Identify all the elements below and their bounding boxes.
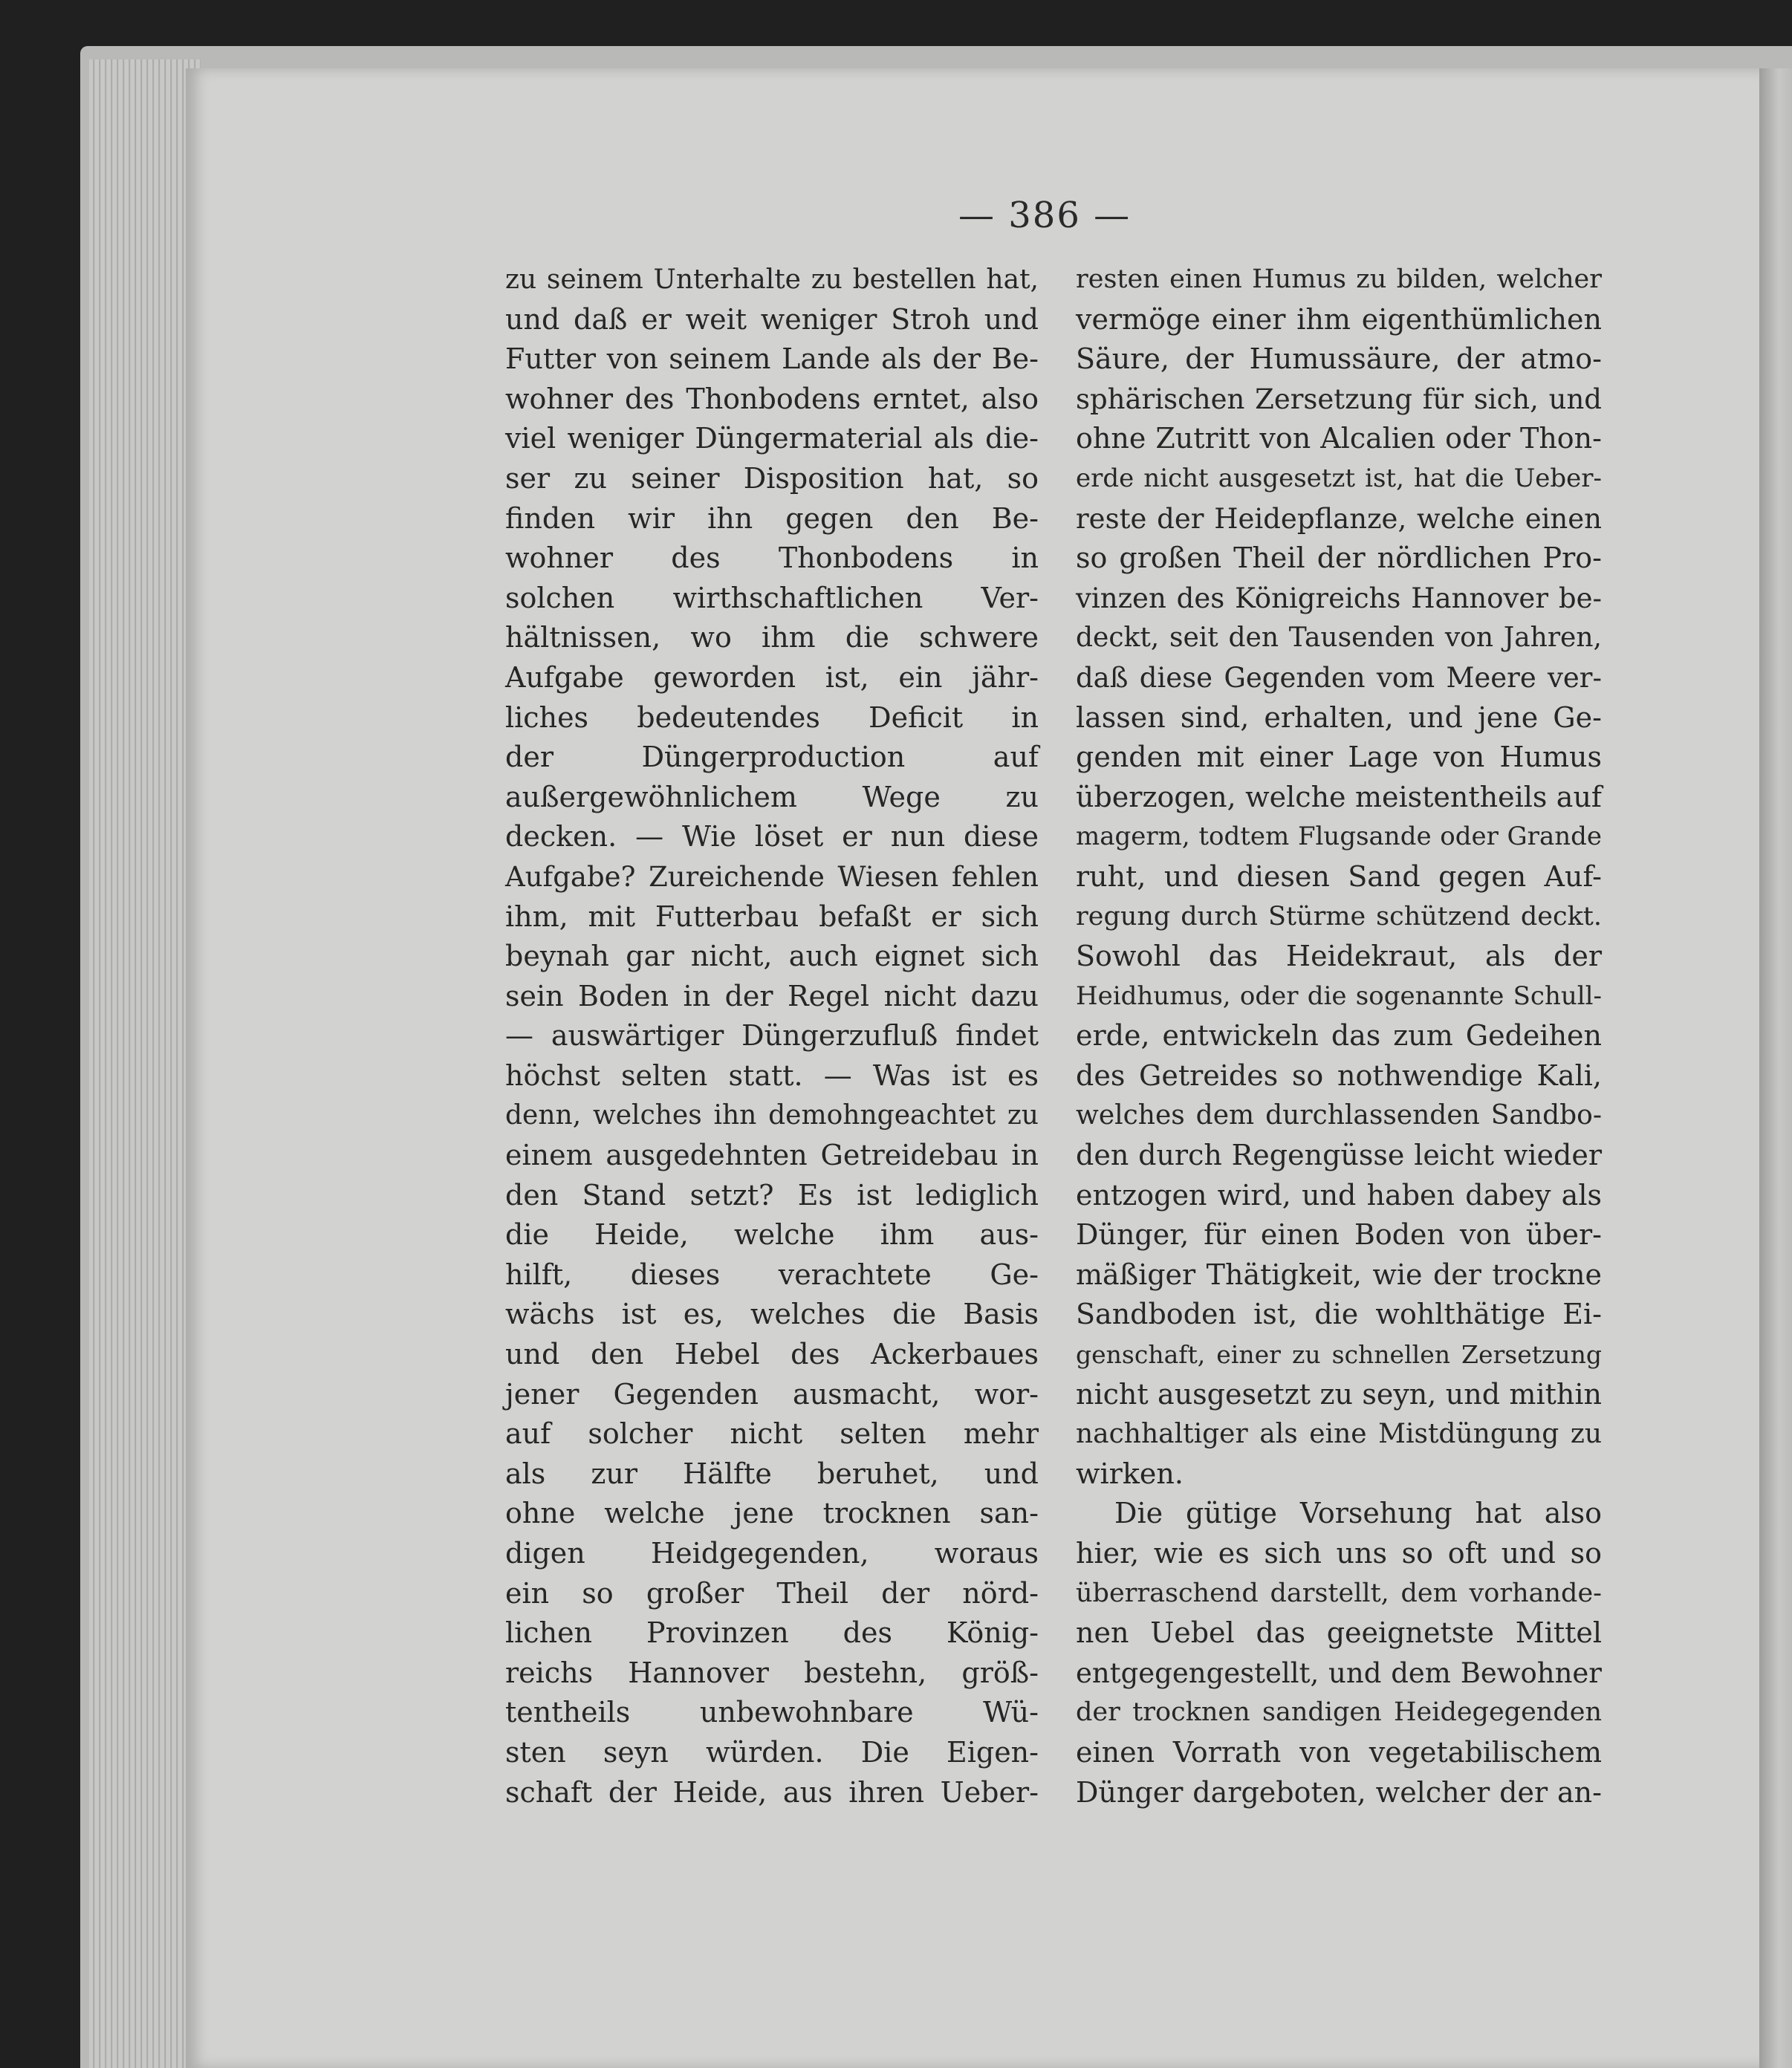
- text-line: vinzen des Königreichs Hannover be-: [1076, 582, 1602, 614]
- text-line: einen Vorrath von vegetabilischem: [1076, 1735, 1602, 1769]
- text-line: und den Hebel des Ackerbaues: [505, 1338, 1039, 1371]
- text-line: welches dem durchlassenden Sandbo-: [1076, 1100, 1602, 1131]
- text-line: lassen sind, erhalten, und jene Ge-: [1076, 700, 1602, 734]
- page-edges: [89, 59, 201, 2068]
- text-line: reste der Heidepflanze, welche einen: [1076, 502, 1602, 535]
- text-line: Heidhumus, oder die sogenannte Schull-: [1076, 981, 1602, 1011]
- text-line: Dünger, für einen Boden von über-: [1076, 1218, 1602, 1252]
- text-line: die Heide, welche ihm aus-: [505, 1218, 1039, 1252]
- text-line: einem ausgedehnten Getreidebau in: [505, 1139, 1039, 1172]
- text-line: überzogen, welche meistentheils auf: [1076, 780, 1602, 813]
- text-line: hier, wie es sich uns so oft und so: [1076, 1537, 1602, 1570]
- text-line: solchen wirthschaftlichen Ver-: [505, 581, 1039, 614]
- text-line: beynah gar nicht, auch eignet sich: [505, 940, 1039, 973]
- text-line: außergewöhnlichem Wege zu: [505, 780, 1039, 813]
- text-line: erde, entwickeln das zum Gedeihen: [1076, 1019, 1602, 1053]
- text-line: nicht ausgesetzt zu seyn, und mithin: [1076, 1377, 1602, 1411]
- text-line: vermöge einer ihm eigenthümlichen: [1076, 302, 1602, 336]
- text-line: Dünger dargeboten, welcher der an-: [1076, 1775, 1602, 1809]
- text-line: hältnissen, wo ihm die schwere: [505, 621, 1039, 654]
- text-line: überraschend darstellt, dem vorhande-: [1076, 1578, 1602, 1608]
- text-line: lichen Provinzen des König-: [505, 1616, 1039, 1650]
- text-line: Futter von seinem Lande als der Be-: [505, 342, 1039, 376]
- text-line: erde nicht ausgesetzt ist, hat die Ueber-: [1076, 463, 1602, 493]
- text-line: mäßiger Thätigkeit, wie der trockne: [1076, 1258, 1602, 1291]
- text-line: nen Uebel das geeignetste Mittel: [1076, 1616, 1602, 1650]
- text-line: zu seinem Unterhalte zu bestellen hat,: [505, 264, 1039, 295]
- text-line: und daß er weit weniger Stroh und: [505, 302, 1039, 336]
- text-line: hilft, dieses verachtete Ge-: [505, 1258, 1039, 1291]
- text-line: ihm, mit Futterbau befaßt er sich: [505, 900, 1039, 933]
- text-line: höchst selten statt. — Was ist es: [505, 1059, 1039, 1092]
- text-line: Sowohl das Heidekraut, als der: [1076, 940, 1602, 973]
- text-line: auf solcher nicht selten mehr: [505, 1417, 1039, 1451]
- paragraph-start-line: Die gütige Vorsehung hat also: [1114, 1497, 1602, 1530]
- text-line: jener Gegenden ausmacht, wor-: [505, 1377, 1039, 1411]
- paragraph-end-line: wirken.: [1076, 1457, 1184, 1490]
- text-line: daß diese Gegenden vom Meere ver-: [1076, 661, 1602, 694]
- text-line: der Düngerproduction auf: [505, 741, 1039, 774]
- text-line: resten einen Humus zu bilden, welcher: [1076, 264, 1602, 294]
- page-number: — 386 —: [958, 195, 1132, 236]
- text-line: den Stand setzt? Es ist lediglich: [505, 1178, 1039, 1212]
- text-line: so großen Theil der nördlichen Pro-: [1076, 542, 1602, 575]
- text-line: denn, welches ihn demohngeachtet zu: [505, 1100, 1039, 1131]
- text-line: magerm, todtem Flugsande oder Grande: [1076, 822, 1602, 852]
- text-line: sein Boden in der Regel nicht dazu: [505, 979, 1039, 1012]
- text-line: sphärischen Zersetzung für sich, und: [1076, 383, 1602, 415]
- text-line: regung durch Stürme schützend deckt.: [1076, 901, 1602, 931]
- text-line: ohne welche jene trocknen san-: [505, 1497, 1039, 1530]
- text-line: als zur Hälfte beruhet, und: [505, 1457, 1039, 1490]
- text-line: der trocknen sandigen Heidegegenden: [1076, 1697, 1602, 1728]
- text-line: ein so großer Theil der nörd-: [505, 1576, 1039, 1610]
- text-line: finden wir ihn gegen den Be-: [505, 501, 1039, 535]
- text-line: wächs ist es, welches die Basis: [505, 1298, 1039, 1331]
- text-line: viel weniger Düngermaterial als die-: [505, 422, 1039, 455]
- text-line: Sandboden ist, die wohlthätige Ei-: [1076, 1298, 1602, 1331]
- text-line: wohner des Thonbodens in: [505, 542, 1039, 575]
- text-line: des Getreides so nothwendige Kali,: [1076, 1059, 1602, 1092]
- text-line: ohne Zutritt von Alcalien oder Thon-: [1076, 422, 1602, 455]
- text-line: genschaft, einer zu schnellen Zersetzung: [1076, 1340, 1602, 1370]
- text-line: entgegengestellt, und dem Bewohner: [1076, 1656, 1602, 1689]
- text-line: tentheils unbewohnbare Wü-: [505, 1696, 1039, 1729]
- left-text-column: [505, 260, 1039, 1812]
- text-line: wohner des Thonbodens erntet, also: [505, 382, 1039, 415]
- text-line: genden mit einer Lage von Humus: [1076, 741, 1602, 774]
- text-line: reichs Hannover bestehn, größ-: [505, 1656, 1039, 1689]
- text-line: decken. — Wie löset er nun diese: [505, 820, 1039, 853]
- text-line: — auswärtiger Düngerzufluß findet: [505, 1019, 1039, 1053]
- right-text-column: [1076, 260, 1602, 1812]
- text-line: entzogen wird, und haben dabey als: [1076, 1178, 1602, 1212]
- text-line: ser zu seiner Disposition hat, so: [505, 461, 1039, 495]
- text-line: deckt, seit den Tausenden von Jahren,: [1076, 622, 1602, 654]
- text-line: nachhaltiger als eine Mistdüngung zu: [1076, 1419, 1602, 1450]
- text-line: ruht, und diesen Sand gegen Auf-: [1076, 859, 1602, 893]
- text-line: Säure, der Humussäure, der atmo-: [1076, 342, 1602, 376]
- text-line: sten seyn würden. Die Eigen-: [505, 1735, 1039, 1769]
- facing-page-edge: [1759, 68, 1792, 2068]
- text-line: den durch Regengüsse leicht wieder: [1076, 1139, 1602, 1172]
- text-line: liches bedeutendes Deficit in: [505, 700, 1039, 734]
- text-line: schaft der Heide, aus ihren Ueber-: [505, 1775, 1039, 1809]
- text-line: Aufgabe geworden ist, ein jähr-: [505, 660, 1039, 694]
- text-line: Aufgabe? Zureichende Wiesen fehlen: [505, 860, 1039, 893]
- text-line: digen Heidgegenden, woraus: [505, 1537, 1039, 1570]
